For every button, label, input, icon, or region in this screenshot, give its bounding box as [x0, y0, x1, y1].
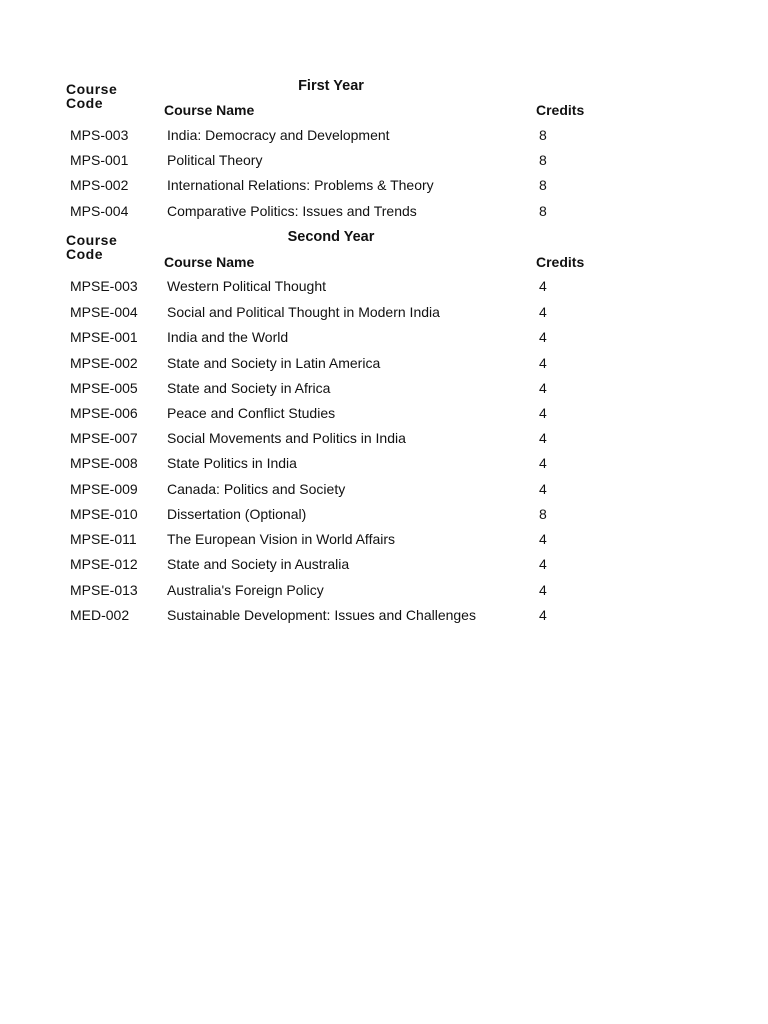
course-code: MPSE-010	[70, 506, 138, 522]
table-row	[0, 127, 768, 145]
course-name: Peace and Conflict Studies	[167, 405, 336, 421]
course-code: MPSE-002	[70, 355, 138, 371]
course-code: MPSE-005	[70, 380, 138, 396]
table-row	[0, 355, 768, 373]
table-row	[0, 380, 768, 398]
table-row	[0, 203, 768, 221]
course-code: MED-002	[70, 607, 130, 623]
course-name: State Politics in India	[167, 455, 297, 471]
course-credits: 8	[539, 152, 547, 168]
course-code: MPSE-006	[70, 405, 138, 421]
course-name: Western Political Thought	[167, 278, 327, 294]
course-code: MPSE-008	[70, 455, 138, 471]
table-row	[0, 329, 768, 347]
course-name: State and Society in Africa	[167, 380, 331, 396]
course-credits: 8	[539, 506, 547, 522]
course-name: India and the World	[167, 329, 289, 345]
section-title: Second Year	[287, 229, 375, 245]
course-credits: 4	[539, 405, 547, 421]
course-name: The European Vision in World Affairs	[167, 531, 396, 547]
course-name: Dissertation (Optional)	[167, 506, 307, 522]
course-code: MPSE-007	[70, 430, 138, 446]
course-code: MPS-004	[70, 203, 129, 219]
course-code: MPS-003	[70, 127, 129, 143]
course-name: International Relations: Problems & Theory	[167, 177, 434, 193]
course-code: MPS-001	[70, 152, 129, 168]
table-row	[0, 430, 768, 448]
course-name: Social Movements and Politics in India	[167, 430, 406, 446]
table-row	[0, 278, 768, 296]
course-credits: 4	[539, 582, 547, 598]
course-name: Sustainable Development: Issues and Challenges	[167, 607, 476, 623]
table-row	[0, 304, 768, 322]
table-row	[0, 506, 768, 524]
table-row	[0, 582, 768, 600]
table-row	[0, 177, 768, 195]
course-credits: 4	[539, 380, 547, 396]
course-code: MPSE-004	[70, 304, 138, 320]
table-row	[0, 152, 768, 170]
course-credits: 4	[539, 304, 547, 320]
course-name: State and Society in Latin America	[167, 355, 381, 371]
course-credits: 4	[539, 430, 547, 446]
course-credits: 4	[539, 329, 547, 345]
course-name-header: Course Name	[164, 102, 255, 118]
course-code: MPS-002	[70, 177, 129, 193]
table-row	[0, 607, 768, 625]
table-row	[0, 405, 768, 423]
course-credits: 4	[539, 531, 547, 547]
table-row	[0, 531, 768, 549]
course-credits: 4	[539, 481, 547, 497]
course-code-header-clipped: Course Code	[66, 81, 118, 111]
table-row	[0, 455, 768, 473]
table-row	[0, 556, 768, 574]
course-credits: 4	[539, 355, 547, 371]
table-row	[0, 481, 768, 499]
course-name: State and Society in Australia	[167, 556, 350, 572]
course-code: MPSE-003	[70, 278, 138, 294]
course-name: Social and Political Thought in Modern India	[167, 304, 440, 320]
credits-header: Credits	[536, 102, 585, 118]
course-credits: 4	[539, 556, 547, 572]
course-credits: 4	[539, 278, 547, 294]
course-code: MPSE-012	[70, 556, 138, 572]
course-code: MPSE-001	[70, 329, 138, 345]
course-code: MPSE-013	[70, 582, 138, 598]
course-code: MPSE-009	[70, 481, 138, 497]
credits-header: Credits	[536, 254, 585, 270]
course-credits: 4	[539, 607, 547, 623]
course-name-header: Course Name	[164, 254, 255, 270]
course-credits: 8	[539, 177, 547, 193]
course-name: India: Democracy and Development	[167, 127, 390, 143]
course-name: Australia's Foreign Policy	[167, 582, 324, 598]
course-credits: 4	[539, 455, 547, 471]
section-title: First Year	[298, 78, 364, 94]
course-credits: 8	[539, 203, 547, 219]
course-name: Political Theory	[167, 152, 263, 168]
course-credits: 8	[539, 127, 547, 143]
course-code-header-clipped: Course Code	[66, 232, 118, 262]
course-code: MPSE-011	[70, 531, 137, 547]
course-name: Comparative Politics: Issues and Trends	[167, 203, 417, 219]
course-name: Canada: Politics and Society	[167, 481, 346, 497]
